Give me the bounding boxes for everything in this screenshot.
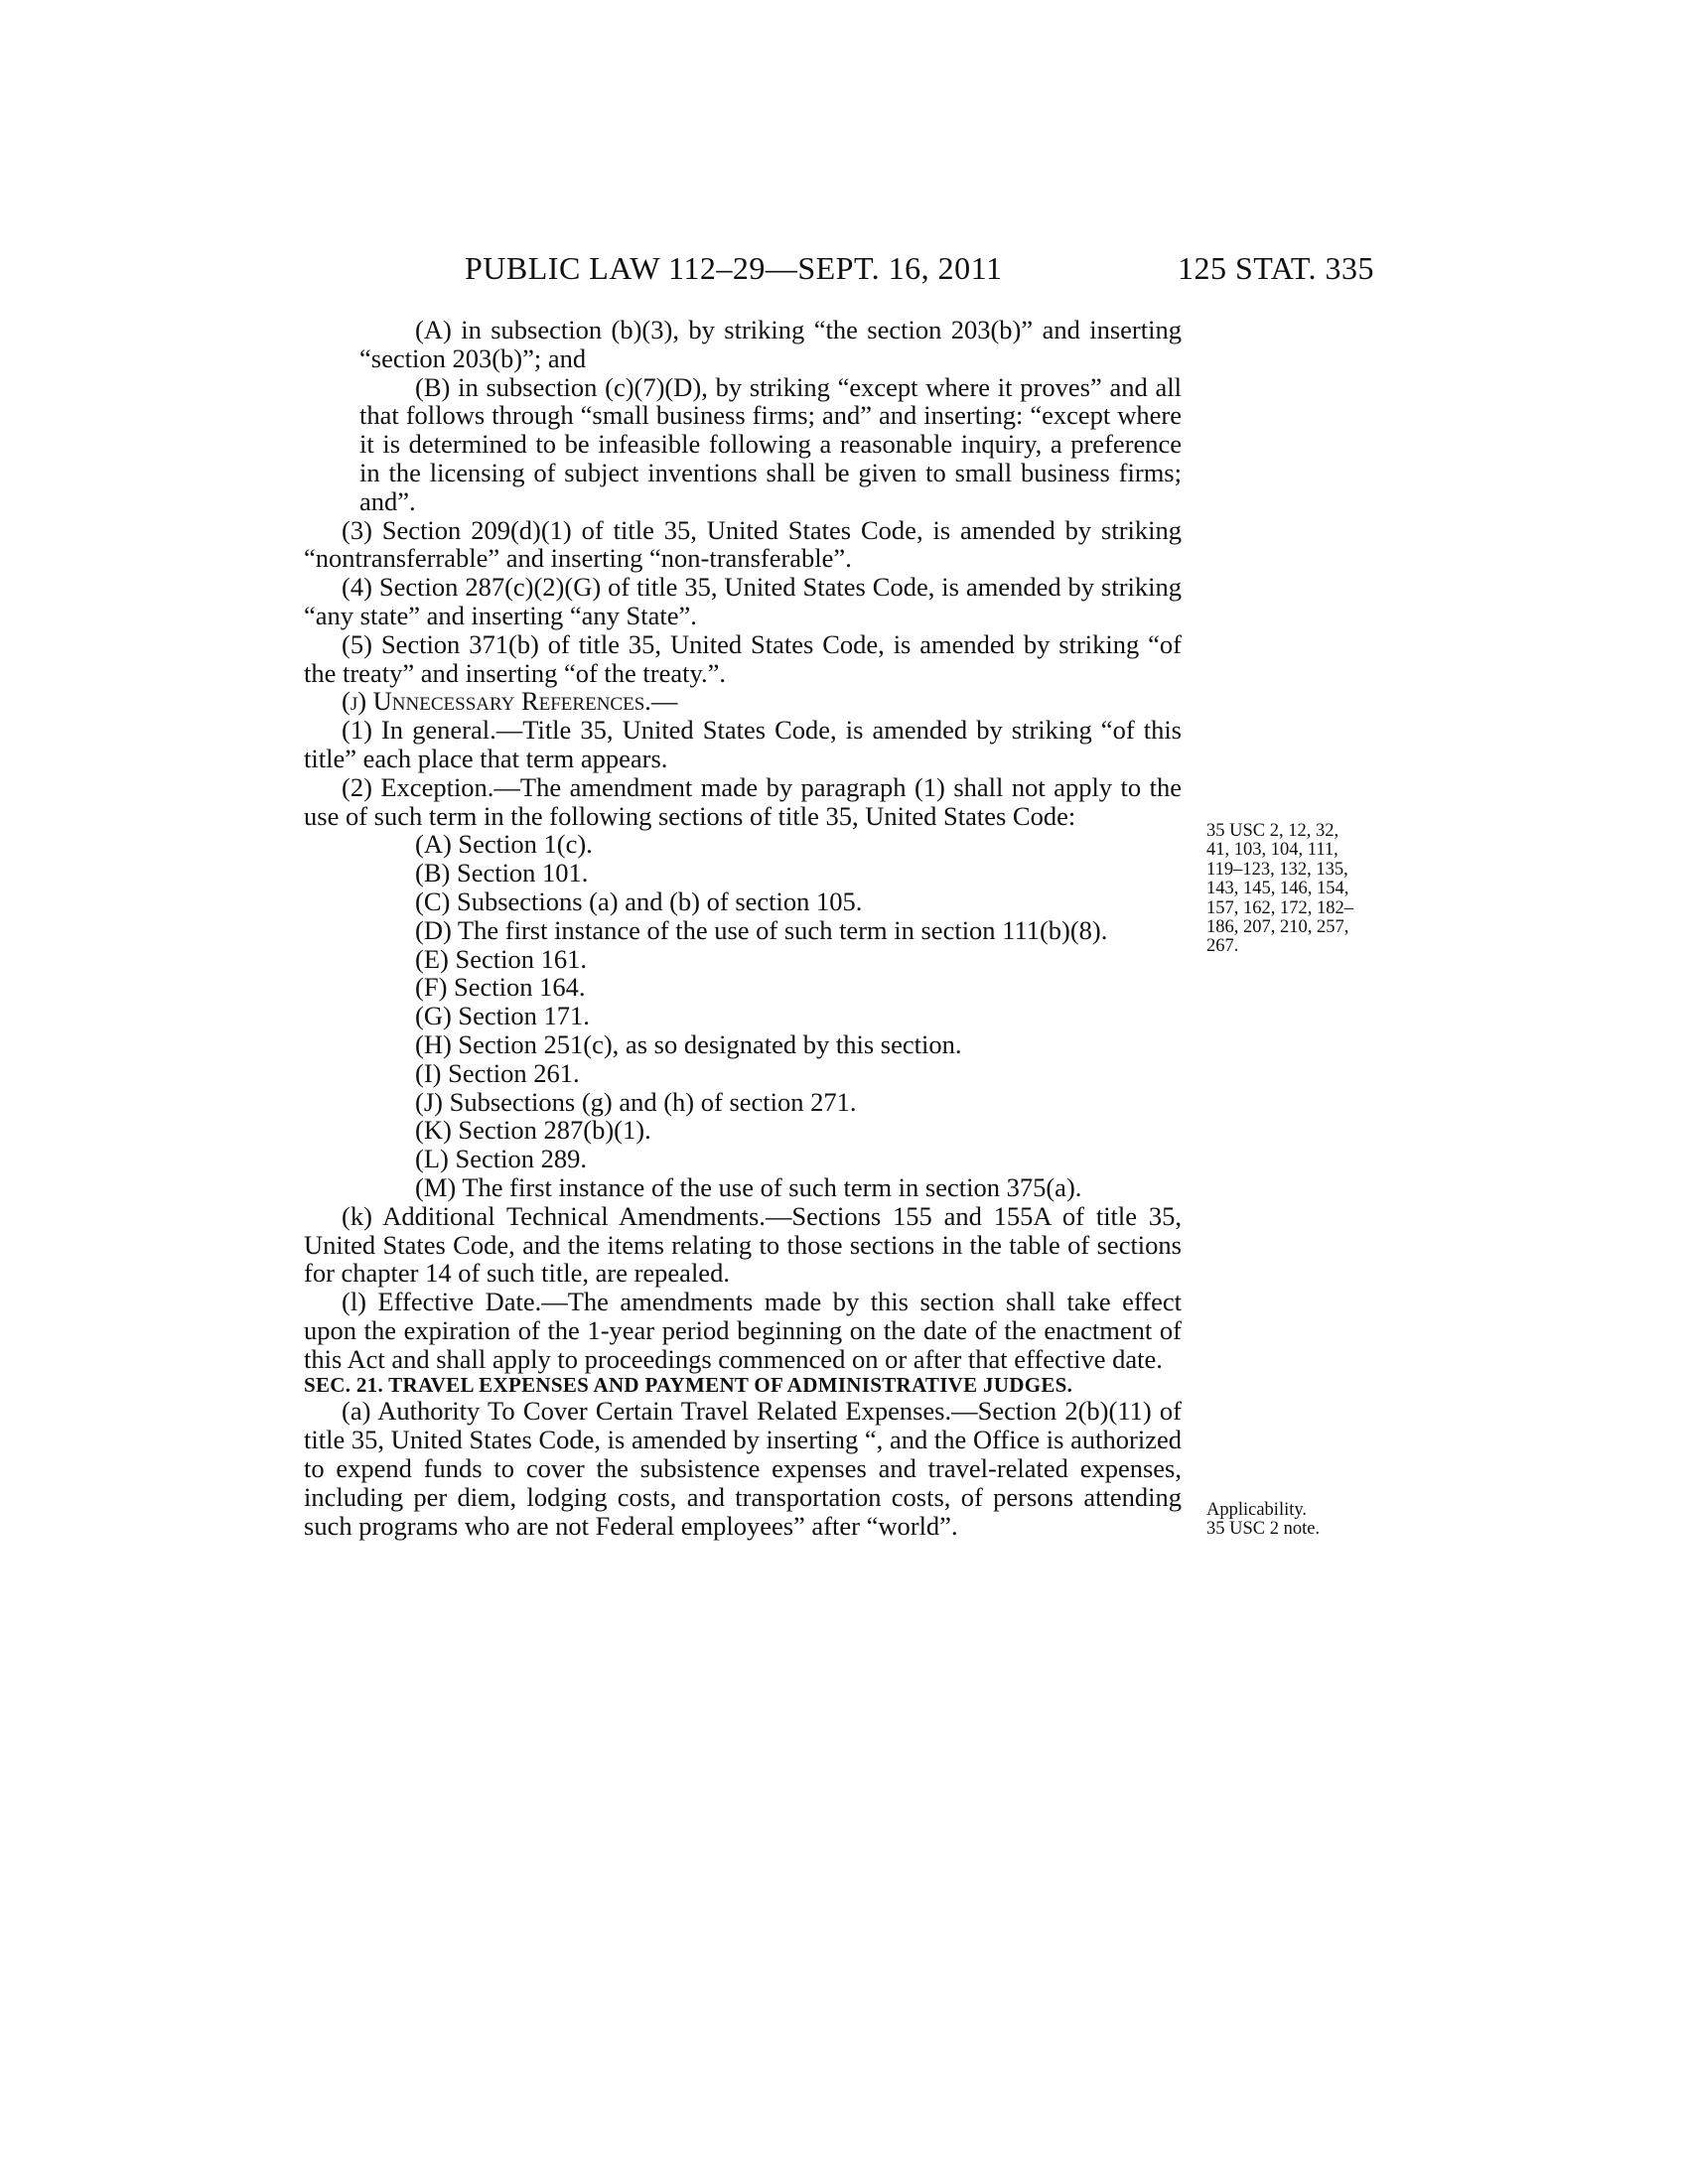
- exception-item: (F) Section 164.: [415, 972, 586, 1003]
- exception-item: (M) The first instance of the use of such term in section 375(a).: [415, 1171, 1082, 1202]
- exception-item: (H) Section 251(c), as so designated by this section.: [415, 1028, 962, 1059]
- sec-21-a: (a) Authority To Cover Certain Travel Related Expenses.—Section 2(b)(11) of title 35, United States Code, is amended by inserting “, and the Office is authorized to expend funds to cover the subsistence expenses and travel-related expenses, including per diem, lodging costs, and transportation costs, of persons attending such programs who are not Federal employees” after “world”.: [304, 1396, 1182, 1541]
- sec-21-heading: SEC. 21. TRAVEL EXPENSES AND PAYMENT OF ADMINISTRATIVE JUDGES.: [304, 1373, 1073, 1398]
- exception-item: (L) Section 289.: [415, 1144, 587, 1174]
- exception-item: (I) Section 261.: [415, 1057, 580, 1088]
- paragraph-B: (B) in subsection (c)(7)(D), by striking “except where it proves” and all that follows through “small business firms; and” and inserting: “except where it is determined to be infeasible following a reasonable inquiry, a preference in the licensing of subject inventions shall be given to small business firms; and”.: [359, 371, 1182, 516]
- paragraph-3: (3) Section 209(d)(1) of title 35, United States Code, is amended by striking “nontransferrable” and inserting “non-transferable”.: [304, 514, 1182, 574]
- margin-note-applicability-label: Applicability.: [1206, 1500, 1308, 1520]
- section-j-exception: (2) Exception.—The amendment made by paragraph (1) shall not apply to the use of such term in the following sections of title 35, United States Code:: [304, 771, 1182, 831]
- page-citation: 125 STAT. 335: [1177, 250, 1374, 286]
- exception-item: (J) Subsections (g) and (h) of section 271.: [415, 1086, 857, 1117]
- exception-item: (C) Subsections (a) and (b) of section 105.: [415, 886, 863, 916]
- exception-item: (K) Section 287(b)(1).: [415, 1115, 651, 1146]
- exception-item: (D) The first instance of the use of such term in section 111(b)(8).: [415, 914, 1108, 945]
- exception-item: (B) Section 101.: [415, 858, 589, 888]
- section-k: (k) Additional Technical Amendments.—Sections 155 and 155A of title 35, United States Code, and the items relating to those sections in the table of sections for chapter 14 of such title, are repealed.: [304, 1200, 1182, 1289]
- exception-item: (G) Section 171.: [415, 1001, 590, 1031]
- body-text: [304, 316, 1182, 1540]
- section-l: (l) Effective Date.—The amendments made by this section shall take effect upon the expiration of the 1-year period beginning on the date of the enactment of this Act and shall apply to proceedings commenced on or after that effective date.: [304, 1287, 1182, 1374]
- paragraph-5: (5) Section 371(b) of title 35, United States Code, is amended by striking “of the treaty” and inserting “of the treaty.”.: [304, 628, 1182, 688]
- margin-note-applicability-cite: 35 USC 2 note.: [1206, 1519, 1321, 1540]
- section-j-general: (1) In general.—Title 35, United States Code, is amended by striking “of this title” each place that term appears.: [304, 715, 1182, 773]
- exception-item: (E) Section 161.: [415, 943, 587, 974]
- running-header-title: PUBLIC LAW 112–29—SEPT. 16, 2011: [465, 250, 1003, 286]
- paragraph-4: (4) Section 287(c)(2)(G) of title 35, United States Code, is amended by striking “any state” and inserting “any State”.: [304, 572, 1182, 630]
- margin-note-applicability: [1206, 1501, 1365, 1540]
- margin-note-usc-sections: 35 USC 2, 12, 32, 41, 103, 104, 111, 119–123, 132, 135, 143, 145, 146, 154, 157, 162, 172, 182–186, 207, 210, 257, 267.: [1206, 821, 1353, 957]
- paragraph-A: (A) in subsection (b)(3), by striking “the section 203(b)” and inserting “section 203(b)”; and: [359, 315, 1182, 373]
- section-j-heading: (j) Unnecessary References.—: [342, 686, 678, 717]
- exception-item: (A) Section 1(c).: [415, 829, 593, 860]
